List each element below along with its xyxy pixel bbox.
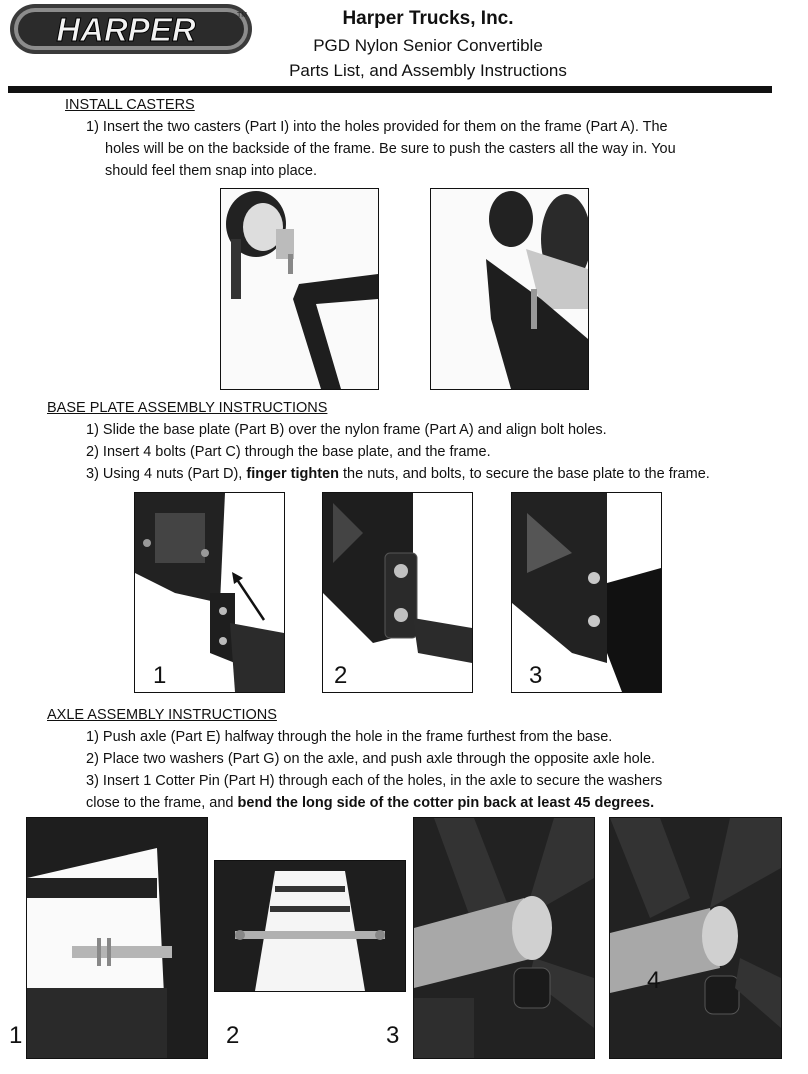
base-plate-step-2: 2) Insert 4 bolts (Part C) through the base plate, and the frame.: [86, 444, 491, 460]
base-plate-step-1: 1) Slide the base plate (Part B) over the nylon frame (Part A) and align bolt holes.: [86, 422, 607, 438]
document-subtitle: Parts List, and Assembly Instructions: [289, 61, 567, 80]
axle-label-4: 4: [647, 967, 661, 994]
base-plate-label-1: 1: [153, 662, 167, 689]
axle-label-3: 3: [386, 1022, 400, 1049]
axle-label-2: 2: [226, 1022, 240, 1049]
caster-photo-1: [220, 188, 379, 390]
axle-photo-4: [609, 817, 782, 1059]
axle-step-3: 3) Insert 1 Cotter Pin (Part H) through each of the holes, in the axle to secure the washers: [86, 773, 663, 789]
casters-line-3: should feel them snap into place.: [105, 163, 317, 179]
casters-line-1: 1) Insert the two casters (Part I) into the holes provided for them on the frame (Part A). The: [86, 119, 668, 135]
caster-photo-2: [430, 188, 589, 390]
base-plate-step-3: 3) Using 4 nuts (Part D), finger tighten the nuts, and bolts, to secure the base plate to the frame.: [86, 466, 710, 482]
base-plate-label-3: 3: [529, 662, 543, 689]
axle-photo-2: [214, 860, 406, 992]
casters-heading: INSTALL CASTERS: [65, 97, 195, 113]
axle-step-3-continued: close to the frame, and bend the long side of the cotter pin back at least 45 degrees.: [86, 795, 655, 811]
product-name: PGD Nylon Senior Convertible: [313, 36, 543, 55]
casters-line-2: holes will be on the backside of the frame. Be sure to push the casters all the way in. You: [105, 141, 676, 157]
insert-arrow: [228, 568, 268, 624]
axle-photo-3: [413, 817, 595, 1059]
axle-step-2: 2) Place two washers (Part G) on the axle, and push axle through the opposite axle hole.: [86, 751, 656, 767]
base-plate-heading: BASE PLATE ASSEMBLY INSTRUCTIONS: [47, 400, 328, 416]
header-rule: [8, 86, 772, 93]
logo-text: HARPER: [56, 11, 196, 48]
axle-photo-1: [26, 817, 208, 1059]
axle-heading: AXLE ASSEMBLY INSTRUCTIONS: [47, 707, 277, 723]
axle-label-1: 1: [9, 1022, 23, 1049]
company-name: Harper Trucks, Inc.: [342, 8, 514, 29]
base-plate-label-2: 2: [334, 662, 348, 689]
logo-tm: TM: [237, 12, 248, 19]
axle-step-1: 1) Push axle (Part E) halfway through the hole in the frame furthest from the base.: [86, 729, 613, 745]
harper-logo: [8, 2, 254, 56]
